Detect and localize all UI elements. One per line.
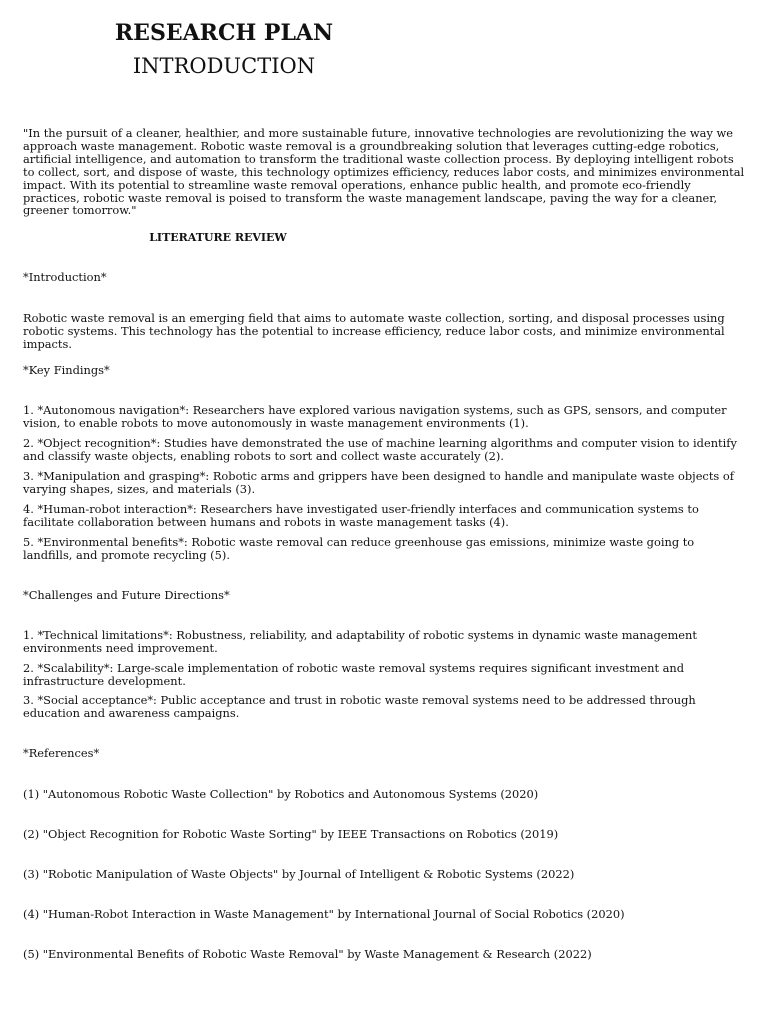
intro-quote: "In the pursuit of a cleaner, healthier, and more sustainable future, innovative technologies are revolutionizing the way we approach waste management. Robotic waste removal is a groundbreaking solution that leverages cutting-edge robotics, artificial intelligence, and automation to transform the traditional waste collection process. By deploying intelligent robots to collect, sort, and dispose of waste, this technology optimizes efficiency, reduces labor costs, and minimizes environmental impact. With its potential to streamline waste removal operations, enhance public health, and promote eco-friendly practices, robotic waste removal is poised to transform the waste management landscape, paving the way for a cleaner, greener tomorrow." — [23, 126, 745, 218]
document-title: RESEARCH PLAN — [114, 20, 334, 46]
key-finding-item: 4. *Human-robot interaction*: Researchers have investigated user-friendly interfaces and communication systems to facilitate collaboration between humans and robots in waste management tasks (4). — [23, 502, 699, 529]
document-subtitle: INTRODUCTION — [132, 54, 316, 78]
key-finding-item: 5. *Environmental benefits*: Robotic waste removal can reduce greenhouse gas emissions, minimize waste going to landfills, and promote recycling (5). — [23, 535, 695, 562]
reference-item: (1) "Autonomous Robotic Waste Collection" by Robotics and Autonomous Systems (2020) — [23, 787, 539, 801]
introduction-text: Robotic waste removal is an emerging field that aims to automate waste collection, sorting, and disposal processes using robotic systems. This technology has the potential to increase efficiency, reduce labor costs, and minimize environmental impacts. — [23, 311, 725, 351]
reference-item: (5) "Environmental Benefits of Robotic Waste Removal" by Waste Management & Research (2022) — [23, 947, 592, 961]
key-finding-item: 2. *Object recognition*: Studies have demonstrated the use of machine learning algorithms and computer vision to identify and classify waste objects, enabling robots to sort and collect waste accurately (2). — [23, 436, 737, 463]
key-finding-item: 3. *Manipulation and grasping*: Robotic arms and grippers have been designed to handle and manipulate waste objects of varying shapes, sizes, and materials (3). — [23, 469, 734, 496]
key-finding-item: 1. *Autonomous navigation*: Researchers have explored various navigation systems, such as GPS, sensors, and computer vision, to enable robots to move autonomously in waste management environments (1). — [23, 403, 727, 430]
reference-item: (4) "Human-Robot Interaction in Waste Management" by International Journal of Social Robotics (2020) — [23, 907, 625, 921]
literature-review-heading: LITERATURE REVIEW — [149, 231, 287, 244]
reference-item: (3) "Robotic Manipulation of Waste Objects" by Journal of Intelligent & Robotic Systems (2022) — [23, 867, 575, 881]
introduction-label: *Introduction* — [23, 270, 107, 284]
reference-item: (2) "Object Recognition for Robotic Waste Sorting" by IEEE Transactions on Robotics (2019) — [23, 827, 559, 841]
references-label: *References* — [23, 746, 100, 760]
challenge-item: 2. *Scalability*: Large-scale implementation of robotic waste removal systems requires significant investment and infrastructure development. — [23, 661, 685, 688]
key-findings-label: *Key Findings* — [23, 363, 110, 377]
challenge-item: 1. *Technical limitations*: Robustness, reliability, and adaptability of robotic systems in dynamic waste management environments need improvement. — [23, 628, 697, 655]
challenges-label: *Challenges and Future Directions* — [23, 588, 230, 602]
challenge-item: 3. *Social acceptance*: Public acceptance and trust in robotic waste removal systems need to be addressed through education and awareness campaigns. — [23, 693, 696, 720]
